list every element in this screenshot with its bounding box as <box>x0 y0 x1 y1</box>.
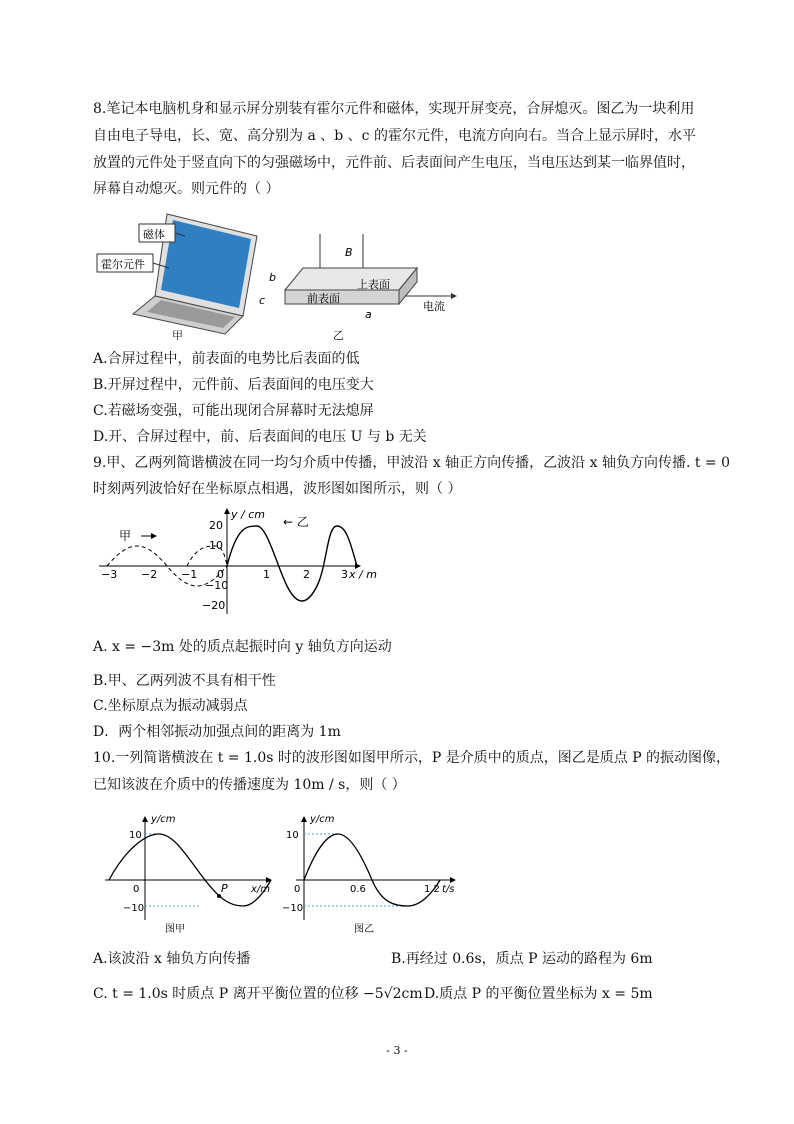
c-dim-label: c <box>259 294 266 307</box>
q9-line-1: 9.甲、乙两列简谐横波在同一均匀介质中传播，甲波沿 x 轴正方向传播，乙波沿 x 轴负方向传播. t = 0 <box>93 455 731 471</box>
q10-line-2: 已知该波在介质中的传播速度为 10m / s，则（ ） <box>93 777 406 793</box>
hall-element-figure <box>255 226 480 322</box>
q9-option-a: A. x = −3m 处的质点起振时向 y 轴负方向运动 <box>93 639 392 655</box>
hall-label: 霍尔元件 <box>101 258 145 271</box>
fig-jia-caption: 甲 <box>172 329 183 342</box>
ytick-m10: −10 <box>123 903 145 914</box>
q10-line-1: 10.一列简谐横波在 t = 1.0s 时的波形图如图甲所示，P 是介质中的质点，图乙是质点 P 的振动图像， <box>93 750 731 766</box>
y-axis-label: y / cm <box>231 508 265 521</box>
q10-option-c: C. t = 1.0s 时质点 P 离开平衡位置的位移 −5√2cm <box>93 986 423 1002</box>
fig-jia-caption: 图甲 <box>165 924 185 935</box>
q8-line-3: 放置的元件处于竖直向下的匀强磁场中，元件前、后表面间产生电压，当电压达到某一临界值时， <box>93 155 695 171</box>
fig-yi-caption: 乙 <box>333 329 344 342</box>
laptop-figure <box>95 206 265 338</box>
fig-yi-caption: 图乙 <box>354 924 374 935</box>
wave-jia-b <box>187 546 227 566</box>
q9-option-d: D．两个相邻振动加强点间的距离为 1m <box>93 724 341 740</box>
xtick-0: 0 <box>217 568 224 581</box>
q10-option-b: B.再经过 0.6s，质点 P 运动的路程为 6m <box>391 951 653 967</box>
y-axis-label: y/cm <box>151 814 176 825</box>
wave-curve <box>109 834 271 906</box>
jia-arrow-head <box>151 533 157 539</box>
ytick-0: 0 <box>133 884 140 895</box>
q8-option-d: D.开、合屏过程中，前、后表面间的电压 U 与 b 无关 <box>93 429 427 445</box>
ytick-10: 10 <box>129 830 142 841</box>
b-label: B <box>345 246 353 259</box>
box-top-face <box>285 268 417 290</box>
q10-wave-graph <box>95 810 275 935</box>
q10-option-d: D.质点 P 的平衡位置坐标为 x = 5m <box>424 986 653 1002</box>
xtick-m2: −2 <box>141 568 158 581</box>
b-dim-label: b <box>269 271 276 284</box>
xtick-1: 1 <box>263 568 270 581</box>
y-axis-arrow <box>224 508 230 514</box>
box-front-face <box>285 290 399 304</box>
q9-wave-figure <box>93 506 383 618</box>
point-p-label: P <box>221 882 228 895</box>
ytick-m20: −20 <box>202 599 226 612</box>
q8-line-1: 8.笔记本电脑机身和显示屏分别装有霍尔元件和磁体，实现开屏变亮，合屏熄灭。图乙为一块利用 <box>93 101 695 117</box>
xtick-m3: −3 <box>101 568 118 581</box>
ytick-m10: −10 <box>282 903 304 914</box>
ytick-m10: −10 <box>205 579 229 592</box>
q10-vibration-graph <box>282 810 462 935</box>
xtick-3: 3 <box>341 568 348 581</box>
q8-line-2: 自由电子导电，长、宽、高分别为 a 、b 、c 的霍尔元件，电流方向向右。当合上显示屏时，水平 <box>93 128 696 144</box>
q8-line-4: 屏幕自动熄灭。则元件的（ ） <box>93 181 280 197</box>
q9-option-c: C.坐标原点为振动减弱点 <box>93 698 248 714</box>
ytick-20: 20 <box>209 519 223 532</box>
x-axis-label: t/s <box>442 884 455 895</box>
x-axis-arrow <box>266 877 272 883</box>
xtick-0-6: 0.6 <box>350 884 366 895</box>
xtick-1-2: 1.2 <box>424 884 440 895</box>
wave-yi-label: ← 乙 <box>283 515 309 529</box>
wave-jia-label: 甲 <box>119 529 132 543</box>
xtick-m1: −1 <box>181 568 198 581</box>
ytick-0: 0 <box>294 884 301 895</box>
front-surface-label: 前表面 <box>307 292 340 305</box>
x-axis-label: x/m <box>251 884 271 895</box>
current-arrow-head <box>451 293 457 299</box>
wave-yi <box>227 526 357 601</box>
q8-option-a: A.合屏过程中，前表面的电势比后表面的低 <box>93 351 360 367</box>
page-number: - 3 - <box>386 1044 408 1057</box>
ytick-10: 10 <box>286 830 299 841</box>
x-axis-arrow <box>450 877 456 883</box>
y-axis-arrow <box>142 816 148 822</box>
ytick-10: 10 <box>209 539 223 552</box>
top-surface-label: 上表面 <box>357 278 390 291</box>
xtick-2: 2 <box>303 568 310 581</box>
vibration-curve <box>304 834 440 906</box>
a-dim-label: a <box>365 308 372 321</box>
q8-option-b: B.开屏过程中，元件前、后表面间的电压变大 <box>93 377 374 393</box>
q10-option-a: A.该波沿 x 轴负方向传播 <box>93 951 251 967</box>
q8-option-c: C.若磁场变强，可能出现闭合屏幕时无法熄屏 <box>93 403 374 419</box>
current-label: 电流 <box>423 300 445 313</box>
x-axis-label: x / m <box>349 568 377 581</box>
y-axis-label: y/cm <box>310 814 335 825</box>
y-axis-arrow <box>301 816 307 822</box>
q9-line-2: 时刻两列波恰好在坐标原点相遇，波形图如图所示，则（ ） <box>93 481 462 497</box>
q9-option-b: B.甲、乙两列波不具有相干性 <box>93 673 276 689</box>
magnet-label: 磁体 <box>143 228 165 241</box>
